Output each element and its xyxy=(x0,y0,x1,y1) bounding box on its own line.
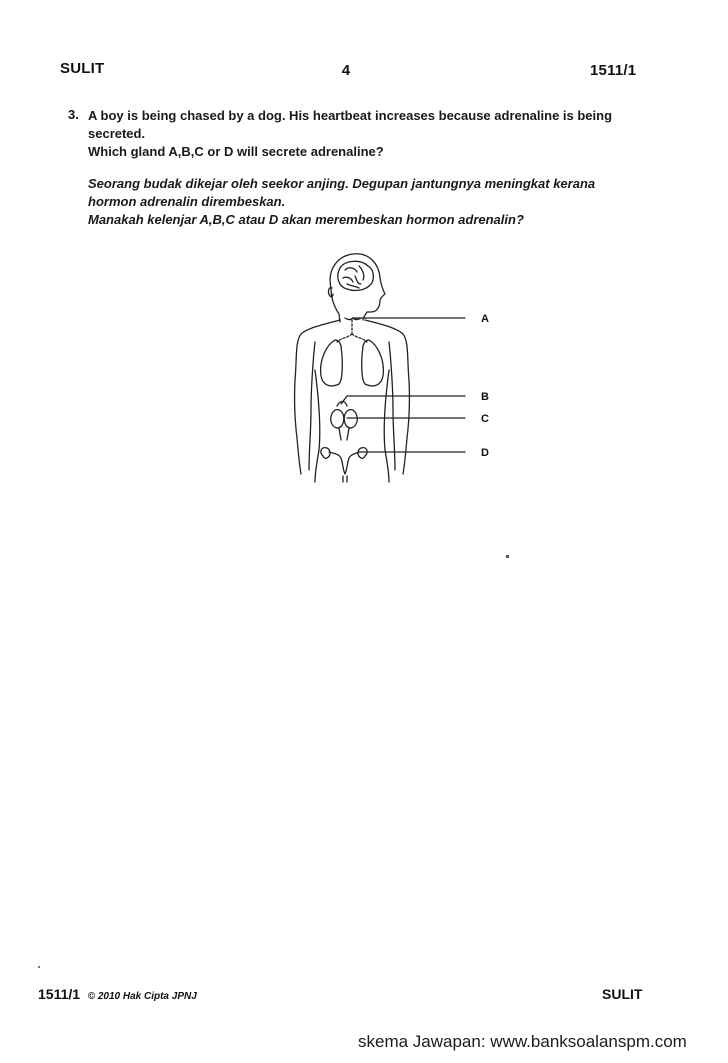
head-back xyxy=(331,288,340,322)
question-number: 3. xyxy=(68,107,79,122)
right-shoulder-arm xyxy=(365,320,409,474)
question-text xyxy=(88,107,648,229)
right-inner-arm xyxy=(389,342,395,470)
footer-left xyxy=(38,986,197,1002)
right-lung xyxy=(362,340,384,386)
question-ms-line-2: hormon adrenalin dirembeskan. xyxy=(88,194,286,209)
header-sulit: SULIT xyxy=(60,60,105,77)
footer-code: 1511/1 xyxy=(38,986,81,1002)
footer-sulit: SULIT xyxy=(602,986,643,1002)
paper-code: 1511/1 xyxy=(590,62,637,79)
page-number: 4 xyxy=(341,62,351,79)
label-c: C xyxy=(481,413,489,425)
question-ms-line-3: Manakah kelenjar A,B,C atau D akan merembeskan hormon adrenalin? xyxy=(88,212,524,227)
trachea xyxy=(337,320,367,342)
answer-banner: skema Jawapan: www.banksoalanspm.com xyxy=(358,1032,687,1051)
stray-dot xyxy=(38,966,40,968)
left-inner-arm xyxy=(309,342,315,470)
question-en-line-3: Which gland A,B,C or D will secrete adrenaline? xyxy=(88,144,384,159)
label-d: D xyxy=(481,447,489,459)
gland-c xyxy=(331,410,358,428)
stray-mark xyxy=(506,555,509,558)
leg-gap xyxy=(343,476,347,482)
question-en-line-1: A boy is being chased by a dog. His heartbeat increases because adrenaline is being xyxy=(88,108,613,123)
endocrine-gland-diagram xyxy=(285,250,525,490)
label-b: B xyxy=(481,391,489,403)
label-line-b xyxy=(341,396,465,404)
left-lung xyxy=(321,340,343,386)
ureters xyxy=(339,428,349,440)
question-en-line-2: secreted. xyxy=(88,126,146,141)
left-shoulder-arm xyxy=(295,320,340,474)
torso-right xyxy=(384,370,389,482)
torso-left xyxy=(315,370,320,482)
label-a: A xyxy=(481,313,489,325)
footer-copyright: © 2010 Hak Cipta JPNJ xyxy=(87,991,197,1002)
brain-icon xyxy=(338,261,374,290)
question-ms-line-1: Seorang budak dikejar oleh seekor anjing. Degupan jantungnya meningkat kerana xyxy=(88,176,596,191)
